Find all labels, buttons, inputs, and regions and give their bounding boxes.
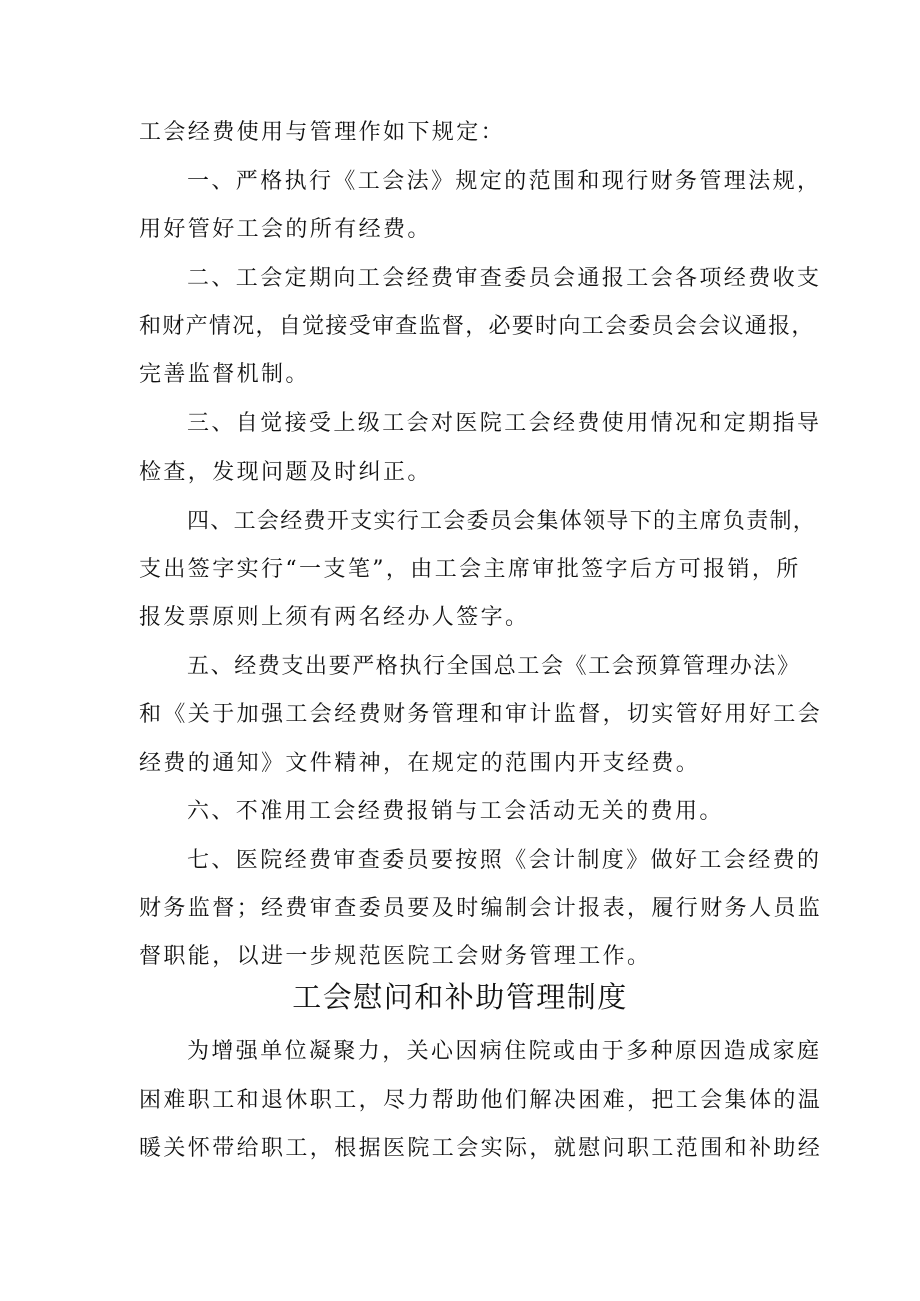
item-2-line-3: 完善监督机制。 (139, 362, 310, 387)
item-2-line-2: 和财产情况，自觉接受审查监督，必要时向工会委员会会议通报， (139, 314, 815, 339)
item-7-line-1: 七、医院经费审查委员要按照《会计制度》做好工会经费的 (187, 848, 822, 873)
section-heading: 工会慰问和补助管理制度 (292, 980, 628, 1014)
item-4-line-1: 四、工会经费开支实行工会委员会集体领导下的主席负责制， (187, 509, 817, 534)
item-1-line-2: 用好管好工会的所有经费。 (139, 217, 432, 242)
item-5-line-1: 五、经费支出要严格执行全国总工会《工会预算管理办法》 (187, 654, 801, 679)
item-2-line-1: 二、工会定期向工会经费审查委员会通报工会各项经费收支 (187, 266, 822, 291)
closing-line-1: 为增强单位凝聚力，关心因病住院或由于多种原因造成家庭 (187, 1039, 822, 1064)
item-5-line-2: 和《关于加强工会经费财务管理和审计监督，切实管好用好工会 (139, 702, 823, 727)
item-3-line-2: 检查，发现问题及时纠正。 (139, 460, 432, 485)
item-3-line-1: 三、自觉接受上级工会对医院工会经费使用情况和定期指导 (187, 411, 822, 436)
item-7-line-2: 财务监督；经费审查委员要及时编制会计报表，履行财务人员监 (139, 896, 823, 921)
item-1-line-1: 一、严格执行《工会法》规定的范围和现行财务管理法规， (187, 169, 822, 194)
item-6-line-1: 六、不准用工会经费报销与工会活动无关的费用。 (187, 799, 724, 824)
item-5-line-3: 经费的通知》文件精神，在规定的范围内开支经费。 (139, 751, 701, 776)
closing-line-2: 困难职工和退休职工，尽力帮助他们解决困难，把工会集体的温 (139, 1088, 823, 1113)
item-4-line-3: 报发票原则上须有两名经办人签字。 (139, 605, 530, 630)
item-4-line-2: 支出签字实行“一支笔”，由工会主席审批签字后方可报销，所 (139, 557, 801, 582)
intro-line: 工会经费使用与管理作如下规定： (139, 120, 506, 145)
closing-line-3: 暖关怀带给职工，根据医院工会实际，就慰问职工范围和补助经 (139, 1136, 823, 1161)
item-7-line-3: 督职能，以进一步规范医院工会财务管理工作。 (139, 944, 652, 969)
